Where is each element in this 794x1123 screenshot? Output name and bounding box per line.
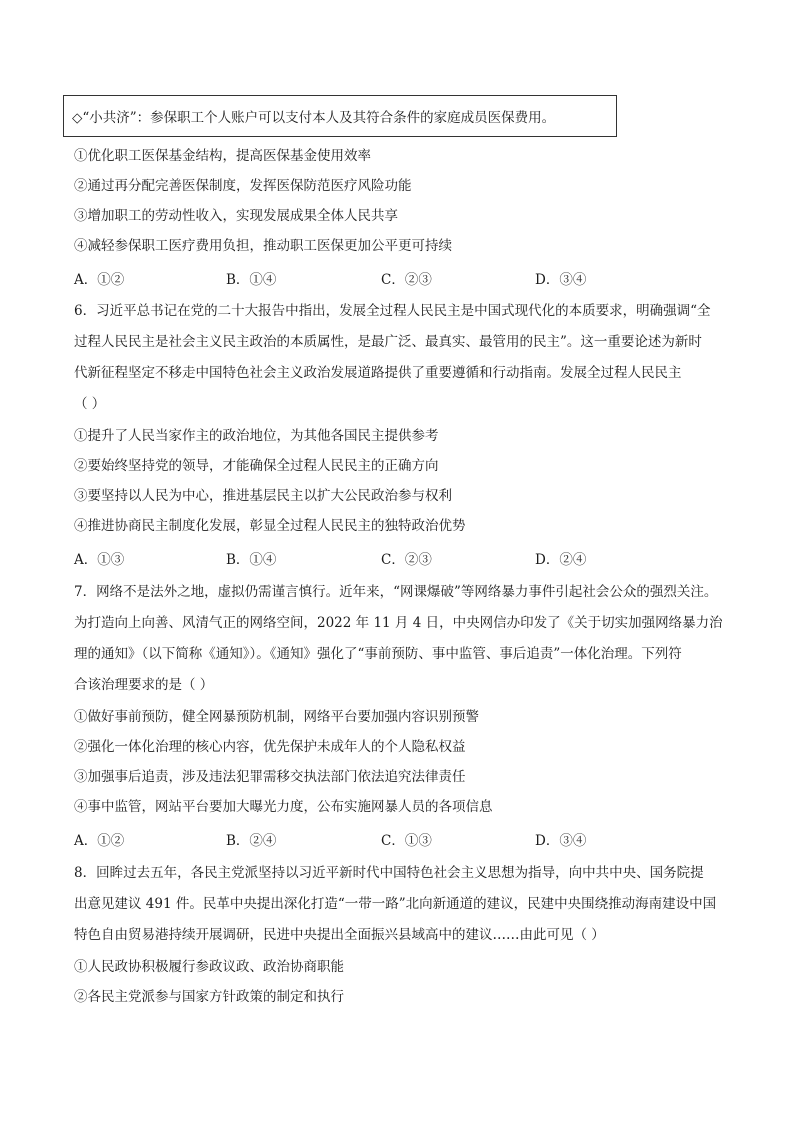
q7-item-2: ②强化一体化治理的核心内容，优先保护未成年人的个人隐私权益 — [74, 739, 466, 755]
q5-item-2: ②通过再分配完善医保制度，发挥医保防范医疗风险功能 — [74, 178, 412, 194]
q7-option-d: D．③④ — [535, 833, 587, 849]
q6-items — [74, 422, 724, 540]
q8-stem-line-2: 出意见建议 491 件。民革中央提出深化打造“一带一路”北向新通道的建议，民建中央围绕推动海南建设中国 — [74, 896, 717, 912]
q6-option-d: D．②④ — [535, 552, 587, 568]
material-box-text: ◇“小共济”：参保职工个人账户可以支付本人及其符合条件的家庭成员医保费用。 — [72, 110, 556, 126]
q5-option-a: A．①② — [74, 272, 125, 288]
q6-item-1: ①提升了人民当家作主的政治地位，为其他各国民主提供参考 — [74, 428, 439, 444]
material-box — [63, 95, 617, 137]
q8-item-2: ②各民主党派参与国家方针政策的制定和执行 — [74, 989, 344, 1005]
q6-stem-line-2: 过程人民民主是社会主义民主政治的本质属性，是最广泛、最真实、最管用的民主”。这一重要论述为新时 — [74, 334, 702, 350]
q6-stem-line-4: （ ） — [74, 396, 106, 412]
q5-option-d: D．③④ — [535, 272, 587, 288]
q8-stem — [74, 858, 724, 951]
q5-options — [74, 266, 724, 294]
q7-stem — [74, 577, 724, 701]
q6-options — [74, 546, 724, 574]
q6-item-3: ③要坚持以人民为中心，推进基层民主以扩大公民政治参与权利 — [74, 488, 452, 504]
q5-item-1: ①优化职工医保基金结构，提高医保基金使用效率 — [74, 148, 371, 164]
q7-stem-line-4: 合该治理要求的是（ ） — [74, 677, 214, 693]
q8-stem-line-3: 特色自由贸易港持续开展调研，民进中央提出全面振兴县域高中的建议……由此可见（ ） — [74, 927, 605, 943]
q6-item-2: ②要始终坚持党的领导，才能确保全过程人民民主的正确方向 — [74, 458, 439, 474]
q8-stem-line-1: 8．回眸过去五年，各民主党派坚持以习近平新时代中国特色社会主义思想为指导，向中共中央、国务院提 — [74, 865, 704, 881]
q6-option-a: A．①③ — [74, 552, 125, 568]
q7-stem-line-3: 理的通知》（以下简称《通知》）。《通知》强化了“事前预防、事中监管、事后追责”一体化治理。下列符 — [74, 646, 682, 662]
q6-stem — [74, 296, 724, 420]
q6-stem-line-1: 6．习近平总书记在党的二十大报告中指出，发展全过程人民民主是中国式现代化的本质要求，明确强调“全 — [74, 303, 711, 319]
q5-option-b: B．①④ — [226, 272, 277, 288]
q5-item-3: ③增加职工的劳动性收入，实现发展成果全体人民共享 — [74, 208, 398, 224]
q7-option-c: C．①③ — [381, 833, 432, 849]
q7-option-b: B．②④ — [226, 833, 277, 849]
q6-option-c: C．②③ — [381, 552, 432, 568]
q7-options — [74, 827, 724, 855]
q6-item-4: ④推进协商民主制度化发展，彰显全过程人民民主的独特政治优势 — [74, 518, 466, 534]
q7-option-a: A．①② — [74, 833, 125, 849]
q6-stem-line-3: 代新征程坚定不移走中国特色社会主义政治发展道路提供了重要遵循和行动指南。发展全过程人民民主 — [74, 365, 682, 381]
q5-item-4: ④减轻参保职工医疗费用负担，推动职工医保更加公平更可持续 — [74, 238, 452, 254]
q7-stem-line-2: 为打造向上向善、风清气正的网络空间，2022 年 11 月 4 日，中央网信办印发了《关于切实加强网络暴力治 — [74, 615, 723, 631]
q8-item-1: ①人民政协积极履行参政议政、政治协商职能 — [74, 959, 344, 975]
q7-item-3: ③加强事后追责，涉及违法犯罪需移交执法部门依法追究法律责任 — [74, 769, 466, 785]
q7-items — [74, 703, 724, 821]
q8-items — [74, 953, 724, 1011]
q6-option-b: B．①④ — [226, 552, 277, 568]
q5-option-c: C．②③ — [381, 272, 432, 288]
q7-item-4: ④事中监管，网站平台要加大曝光力度，公布实施网暴人员的各项信息 — [74, 799, 493, 815]
q7-stem-line-1: 7．网络不是法外之地，虚拟仍需谨言慎行。近年来，“网课爆破”等网络暴力事件引起社会公众的强烈关注。 — [74, 584, 718, 600]
q5-items — [74, 142, 724, 260]
q7-item-1: ①做好事前预防，健全网暴预防机制，网络平台要加强内容识别预警 — [74, 709, 479, 725]
